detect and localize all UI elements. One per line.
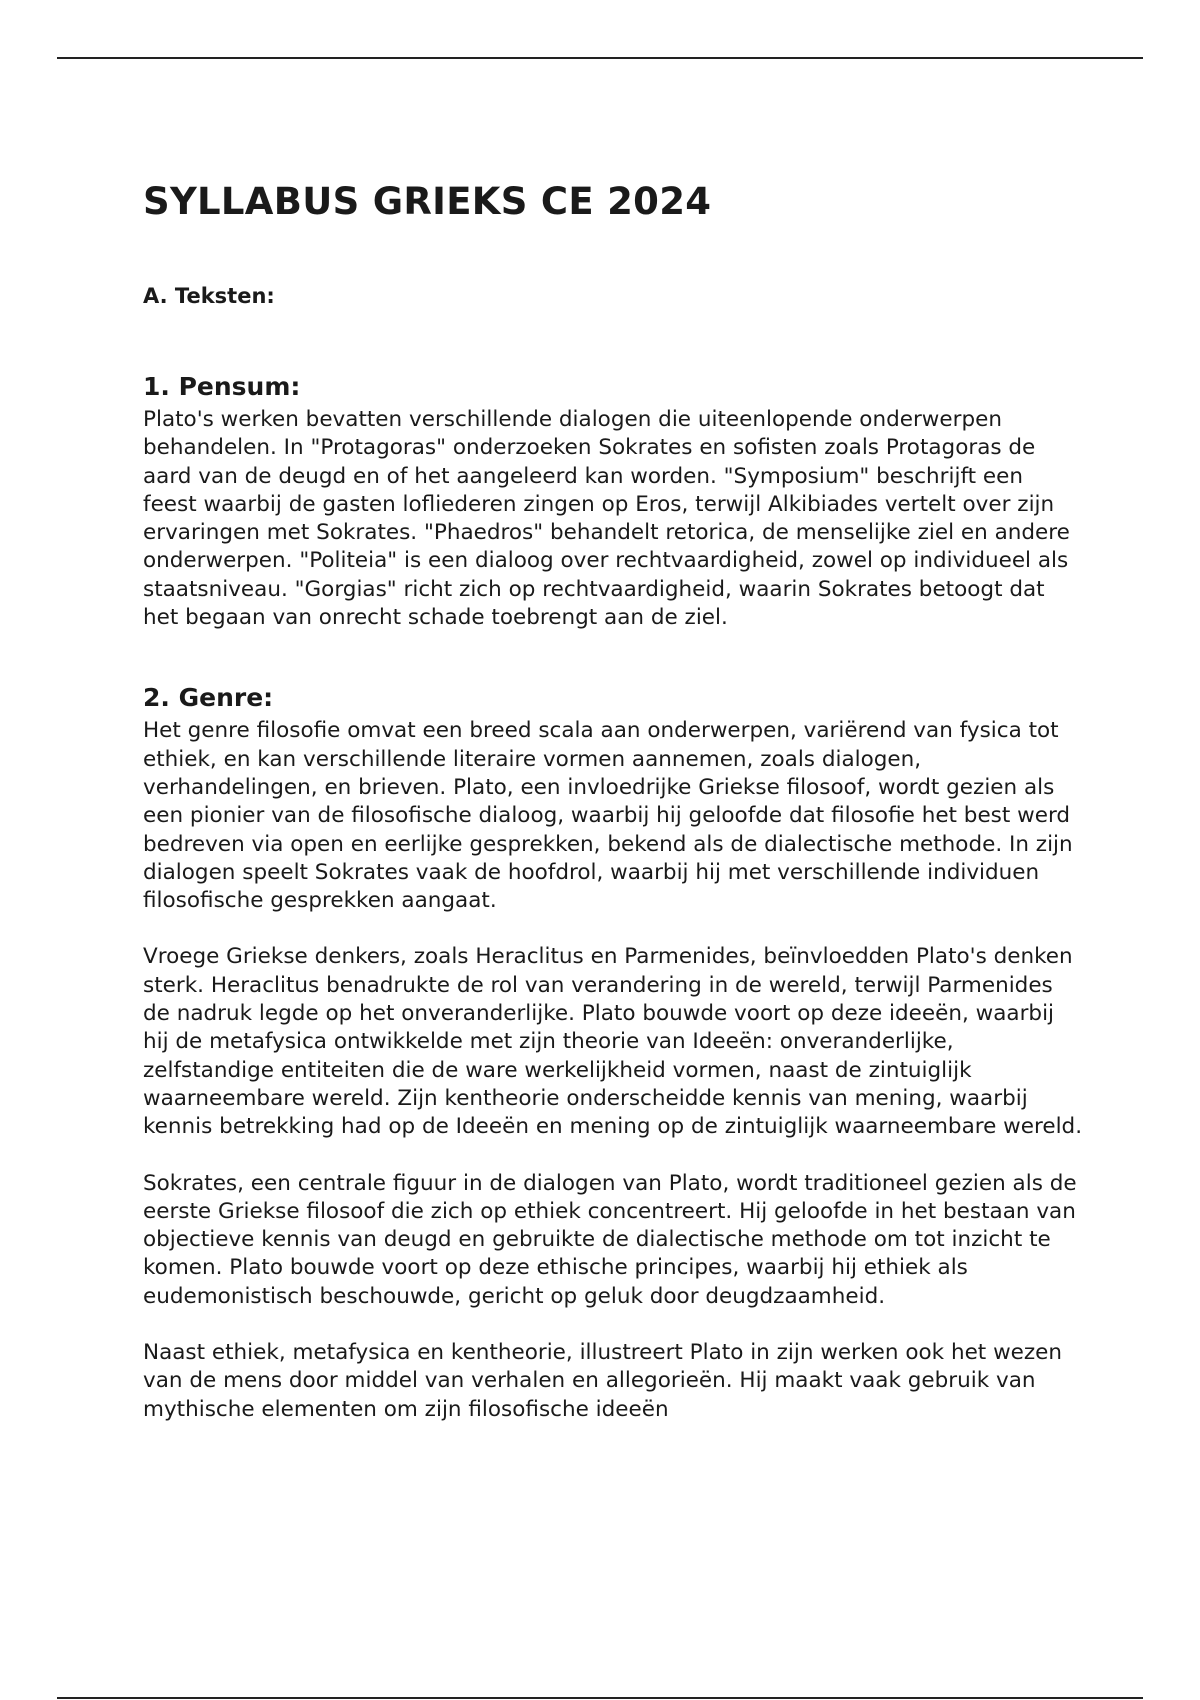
- paragraph-pensum: Plato's werken bevatten verschillende dialogen die uiteenlopende onderwerpen behandelen. In "Protagoras" onderzoeken Sokrates en sofisten zoals Protagoras de aard van de deugd en of het aangeleerd kan worden. "Symposium" beschrijft een feest waarbij de gasten lofliederen zingen op Eros, terwijl Alkibiades vertelt over zijn ervaringen met Sokrates. "Phaedros" behandelt retorica, de menselijke ziel en andere onderwerpen. "Politeia" is een dialoog over rechtvaardigheid, zowel op individueel als staatsniveau. "Gorgias" richt zich op rechtvaardigheid, waarin Sokrates betoogt dat het begaan van onrecht schade toebrengt aan de ziel.: [143, 407, 1070, 631]
- top-rule: [57, 57, 1143, 59]
- section-heading-genre: 2. Genre:: [143, 683, 274, 713]
- document-body: [143, 178, 1083, 1424]
- paragraph-genre-3: Sokrates, een centrale figuur in de dialogen van Plato, wordt traditioneel gezien als de eerste Griekse filosoof die zich op ethiek concentreert. Hij geloofde in het bestaan van objectieve kennis van deugd en gebruikte de dialectische methode om tot inzicht te komen. Plato bouwde voort op deze ethische principes, waarbij hij ethiek als eudemonistisch beschouwde, gericht op geluk door deugdzaamheid.: [143, 1170, 1077, 1309]
- document-title: SYLLABUS GRIEKS CE 2024: [143, 180, 712, 223]
- bottom-rule: [57, 1697, 1143, 1699]
- section-heading-pensum: 1. Pensum:: [143, 372, 301, 401]
- paragraph-genre-1: Het genre filosofie omvat een breed scala aan onderwerpen, variërend van fysica tot ethiek, en kan verschillende literaire vormen aannemen, zoals dialogen, verhandelingen, en brieven. Plato, een invloedrijke Griekse filosoof, wordt gezien als een pionier van de filosofische dialoog, waarbij hij geloofde dat filosofie het best werd bedreven via open en eerlijke gesprekken, bekend als de dialectische methode. In zijn dialogen speelt Sokrates vaak de hoofdrol, waarbij hij met verschillende individuen filosofische gesprekken aangaat.: [143, 718, 1073, 914]
- paragraph-genre-2: Vroege Griekse denkers, zoals Heraclitus en Parmenides, beïnvloedden Plato's denken sterk. Heraclitus benadrukte de rol van verandering in de wereld, terwijl Parmenides de nadruk legde op het onveranderlijke. Plato bouwde voort op deze ideeën, waarbij hij de metafysica ontwikkelde met zijn theorie van Ideeën: onveranderlijke, zelfstandige entiteiten die de ware werkelijkheid vormen, naast de zintuiglijk waarneembare wereld. Zijn kentheorie onderscheidde kennis van mening, waarbij kennis betrekking had op de Ideeën en mening op de zintuiglijk waarneembare wereld.: [143, 944, 1083, 1140]
- section-a-label: A. Teksten:: [143, 284, 275, 308]
- paragraph-genre-4: Naast ethiek, metafysica en kentheorie, illustreert Plato in zijn werken ook het wezen van de mens door middel van verhalen en allegorieën. Hij maakt vaak gebruik van mythische elementen om zijn filosofische ideeën: [143, 1340, 1063, 1422]
